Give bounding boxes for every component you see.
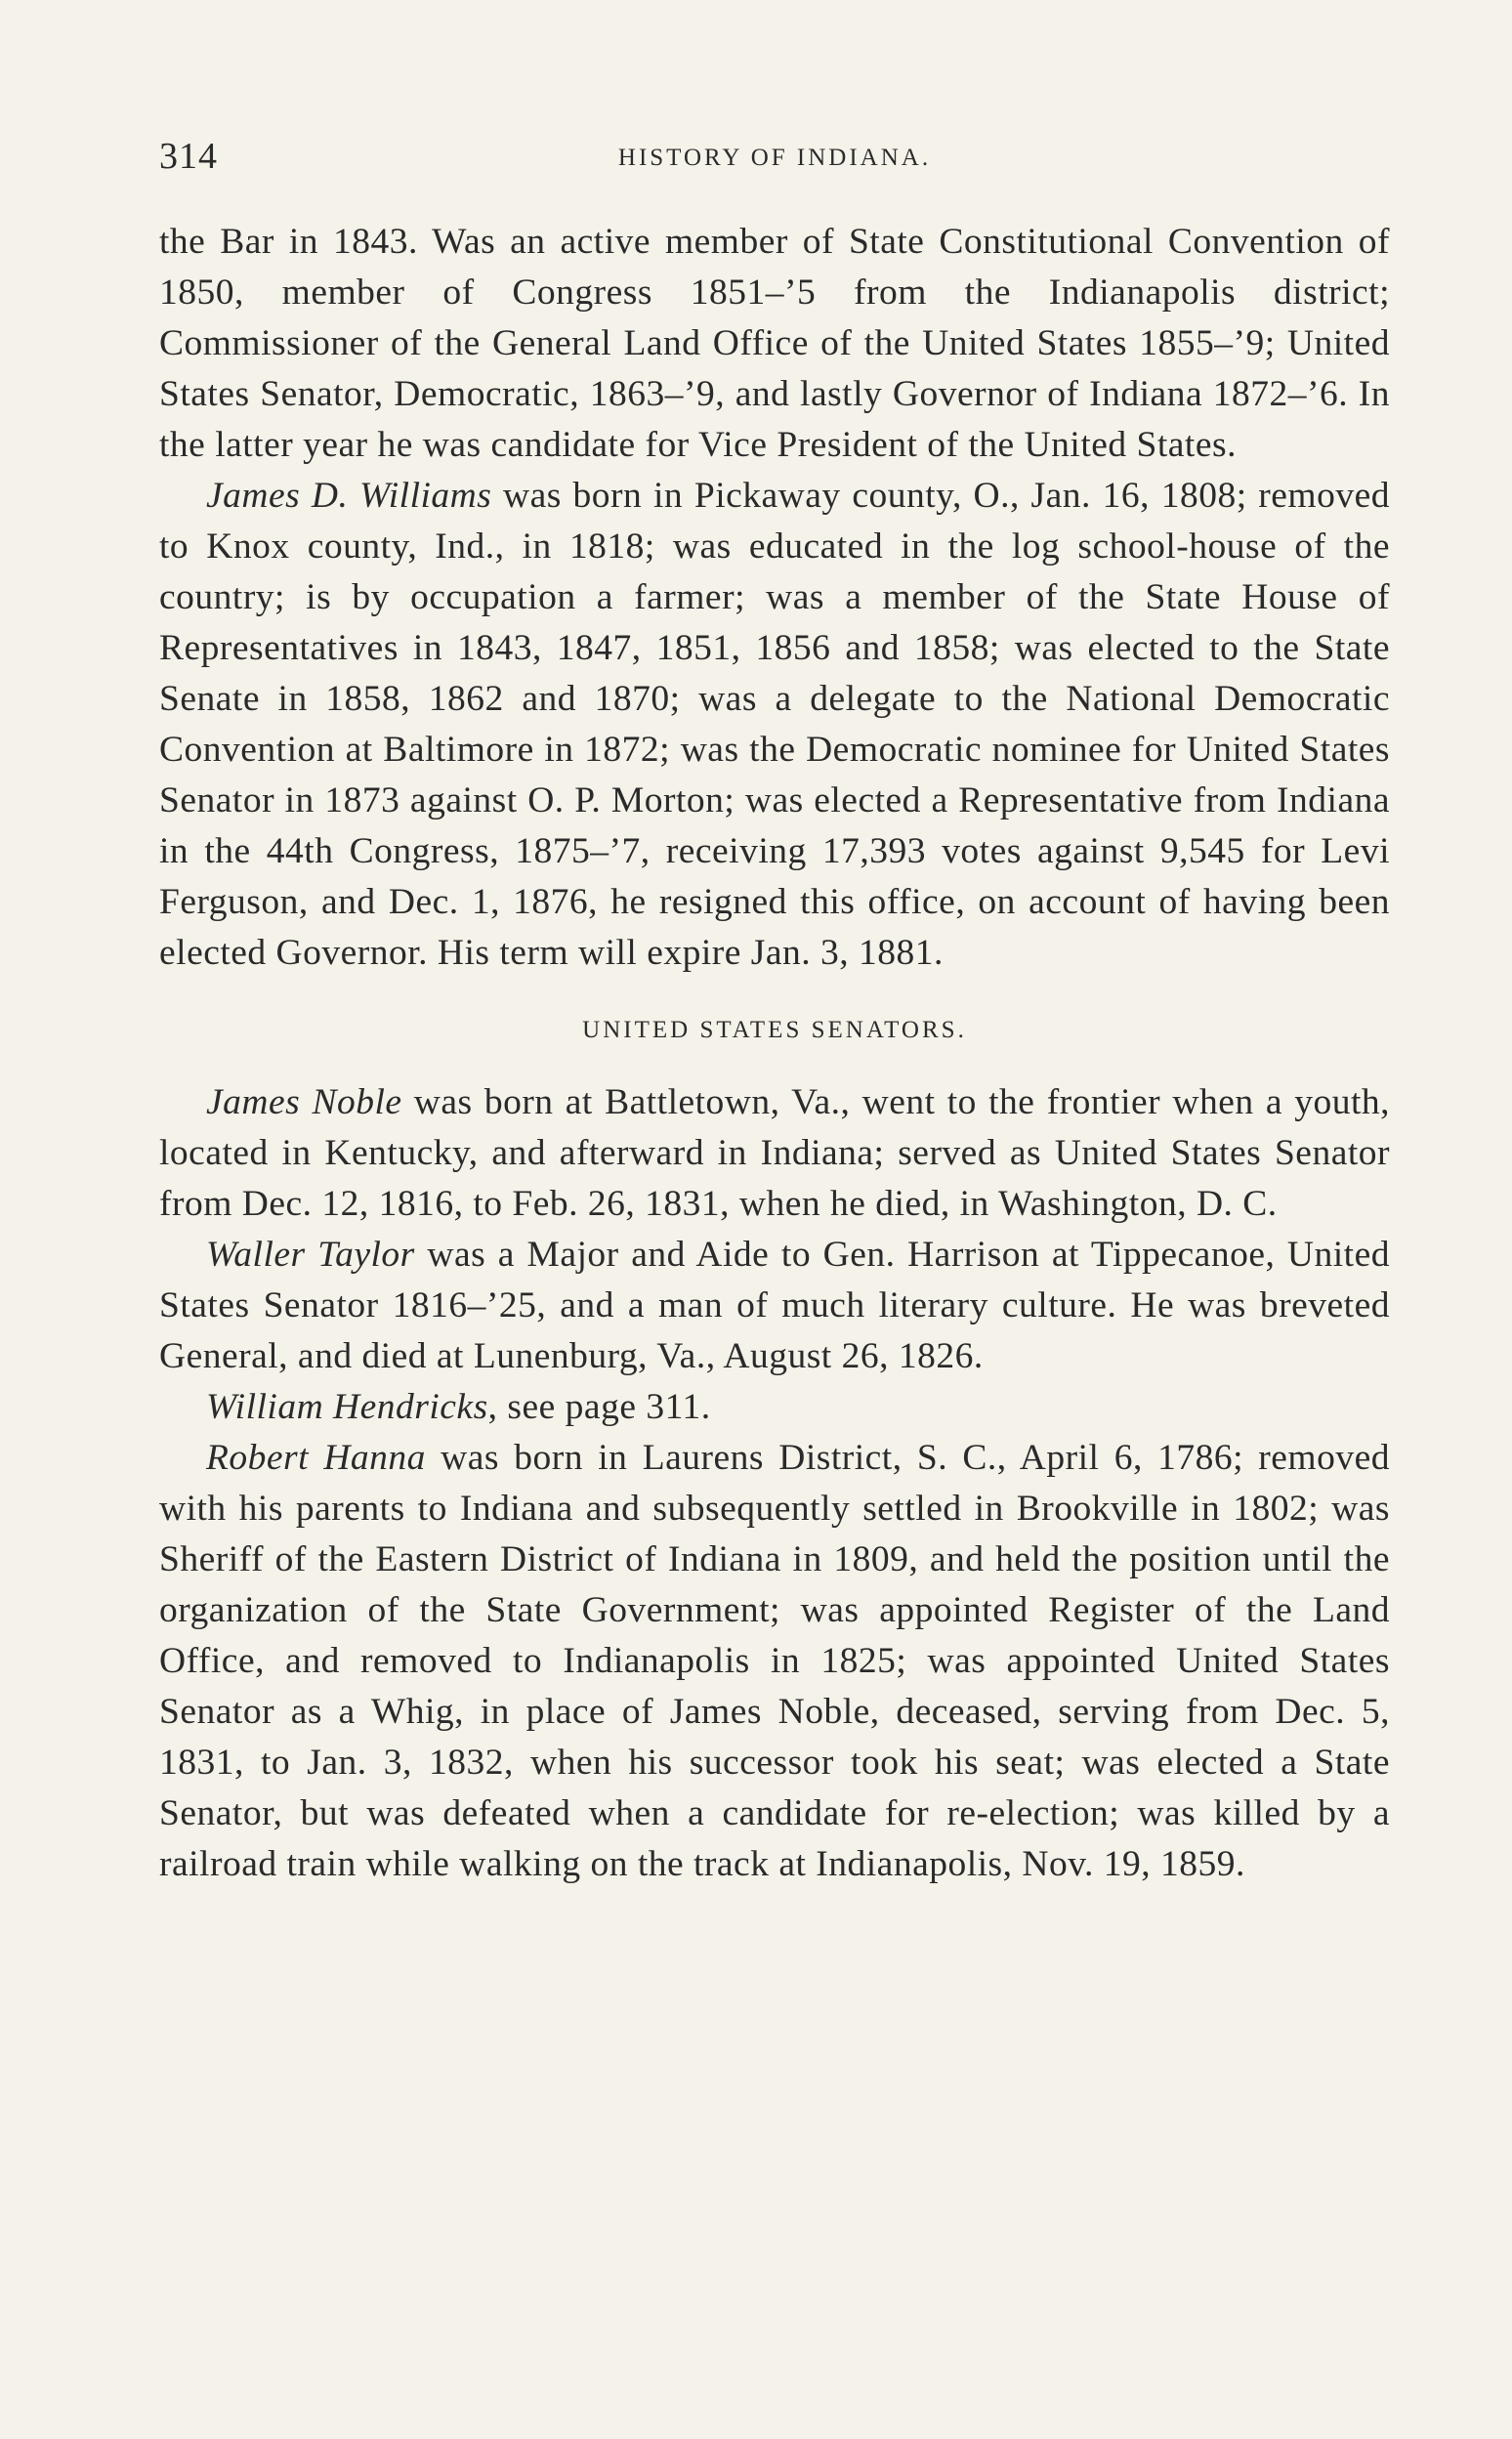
paragraph-text: was born in Laurens District, S. C., April 6, 1786; removed with his parents to Indiana and subsequently settled in Brookville in 1802; was Sheriff of the Eastern District of Indiana in 1809, and held the position until the organization of the State Government; was appointed Register of the Land Office, and removed to Indianapolis in 1825; was appointed United States Senator as a Whig, in place of James Noble, deceased, serving from Dec. 5, 1831, to Jan. 3, 1832, when his successor took his seat; was elected a State Senator, but was defeated when a candidate for re-election; was killed by a railroad train while walking on the track at Indianapolis, Nov. 19, 1859.: [159, 1438, 1390, 1884]
paragraph-continuation: [159, 217, 1390, 471]
person-name: Waller Taylor: [206, 1235, 415, 1275]
paragraph-james-noble: [159, 1077, 1390, 1230]
person-name: Robert Hanna: [206, 1438, 426, 1478]
paragraph-text: was born at Battletown, Va., went to the frontier when a youth, located in Kentucky, and afterward in Indiana; served as United States Senator from Dec. 12, 1816, to Feb. 26, 1831, when he died, in Washington, D. C.: [159, 1082, 1390, 1224]
running-head: HISTORY OF INDIANA.: [617, 145, 932, 171]
section-heading: UNITED STATES SENATORS.: [582, 1017, 967, 1043]
paragraph-william-hendricks: [159, 1382, 1390, 1433]
person-name: William Hendricks: [206, 1387, 488, 1427]
page-header: [159, 135, 1390, 193]
person-name: James D. Williams: [206, 476, 492, 516]
page-number: 314: [159, 136, 218, 177]
person-name: James Noble: [206, 1082, 402, 1122]
paragraph-robert-hanna: [159, 1433, 1390, 1890]
paragraph-waller-taylor: [159, 1230, 1390, 1382]
paragraph-text: was born in Pickaway county, O., Jan. 16, 1808; removed to Knox county, Ind., in 1818; was educated in the log school-house of the country; is by occupation a farmer; was a member of the State House of Representatives in 1843, 1847, 1851, 1856 and 1858; was elected to the State Senate in 1858, 1862 and 1870; was a delegate to the National Democratic Convention at Baltimore in 1872; was the Democratic nominee for United States Senator in 1873 against O. P. Morton; was elected a Representative from Indiana in the 44th Congress, 1875–’7, receiving 17,393 votes against 9,545 for Levi Ferguson, and Dec. 1, 1876, he resigned this office, on account of having been elected Governor. His term will expire Jan. 3, 1881.: [159, 476, 1390, 973]
paragraph-james-d-williams: [159, 471, 1390, 979]
body-text: [159, 217, 1390, 1890]
paragraph-text: , see page 311.: [487, 1387, 711, 1427]
paragraph-text: was a Major and Aide to Gen. Harrison at Tippecanoe, United States Senator 1816–’25, and a man of much literary culture. He was breveted General, and died at Lunenburg, Va., August 26, 1826.: [159, 1235, 1390, 1376]
paragraph-text: the Bar in 1843. Was an active member of State Constitutional Convention of 1850, member of Congress 1851–’5 from the Indianapolis district; Commissioner of the General Land Office of the United States 1855–’9; United States Senator, Democratic, 1863–’9, and lastly Governor of Indiana 1872–’6. In the latter year he was candidate for Vice President of the United States.: [159, 222, 1390, 465]
